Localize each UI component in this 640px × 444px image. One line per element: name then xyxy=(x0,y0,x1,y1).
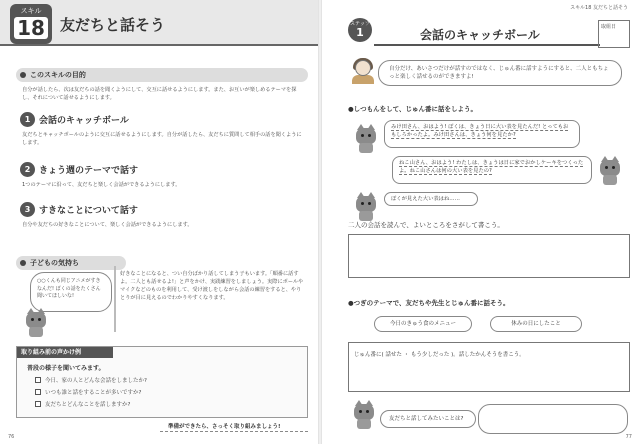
checkbox-icon[interactable] xyxy=(35,401,41,407)
dialog-text-1: みけ田さん、おはよう! ぼくは、きょう日に大い表を見たんだ! とってもおもしろかったよ。みけ田さんは、きょう何を見たか? xyxy=(391,124,569,138)
question-3: ●つぎのテーマで、友だちや先生とじゅん番に話そう。 xyxy=(348,299,510,307)
checkbox-item-3[interactable] xyxy=(35,400,130,408)
step-3-text: 自分や友だちの好きなことについて、楽しく会話ができるようにします。 xyxy=(22,222,193,228)
left-page-number: 76 xyxy=(8,434,15,440)
dialog-bubble-2 xyxy=(392,156,592,184)
skill-number: 18 xyxy=(14,17,48,39)
practice-box xyxy=(16,346,308,418)
step-1-text: 友だちとキャッチボールのように交互に話せるようにします。自分が話したら、友だちに質問して相手の話を聞くようにします。 xyxy=(22,132,302,146)
checkbox-item-1[interactable] xyxy=(35,376,147,384)
advice-text: 好きなことになると、つい自分ばかり話してしまう子もいます。「順番に話すよ。二人とも話せるよ!」と声をかけ、実践練習をしましょう。実際にボールやマイクなどのものを利用して、受け渡しをしながら会話の練習をすると、やりとりが目に見えるのでわかりやすくなります。 xyxy=(120,271,304,301)
page-title: 友だちと話そう xyxy=(60,16,166,34)
dialog-bubble-1 xyxy=(384,120,580,148)
step-3-title: すきなことについて話す xyxy=(39,206,138,216)
step-2-number: 2 xyxy=(20,162,35,177)
checkbox-label: 今日、家の人とどんな会話をしましたか? xyxy=(45,378,147,384)
right-page-number: 77 xyxy=(625,434,632,440)
purpose-heading: このスキルの目的 xyxy=(16,68,308,82)
step-3-number: 3 xyxy=(20,202,35,217)
book-gutter xyxy=(318,0,322,444)
dialog-bubble-3: ぼくが見えた大い表はね…… xyxy=(384,192,478,206)
step-2-text: 1つのテーマに沿って、友だちと楽しく会話ができるようにします。 xyxy=(22,182,181,188)
skill-label: スキル xyxy=(20,7,42,15)
step-number: 1 xyxy=(356,26,364,39)
step-label: ステップ xyxy=(350,21,370,27)
teacher-icon xyxy=(352,58,374,84)
dialog-text-2: ねこ山さん、おはよう! わたしは、きょうは日に家でおかしケーキをつくったよ。ねこ山さんは何の大い表を見たの? xyxy=(399,160,584,174)
running-head: スキル18 友だちと話そう xyxy=(570,5,628,11)
checkbox-icon[interactable] xyxy=(35,389,41,395)
closing-question-bubble: 友だちと話してみたいことは? xyxy=(380,410,476,428)
practice-lead: 普段の様子を聞いてみます。 xyxy=(27,365,105,372)
step-1-number: 1 xyxy=(20,112,35,127)
closing-answer-bubble[interactable] xyxy=(478,404,628,434)
checkbox-item-2[interactable] xyxy=(35,388,141,396)
teacher-speech-bubble: 自分だけ、あいさつだけが話すのではなく、じゅん番に話すようにすると、二人ともちょっと楽しく話せるのができますよ! xyxy=(378,60,622,86)
theme-pill-2: 休みの日にしたこと xyxy=(490,316,582,332)
checkbox-label: 友だちとどんなことを話しますか? xyxy=(45,402,131,408)
question-2: 二人の会話を読んで、よいところをさがして書こう。 xyxy=(348,221,504,229)
ready-divider xyxy=(160,431,308,432)
checkbox-icon[interactable] xyxy=(35,377,41,383)
question-1: ●しつもんをして、じゅん番に話をしよう。 xyxy=(348,105,478,113)
step-1-title: 会話のキャッチボール xyxy=(39,116,129,126)
reflection-prompt: じゅん番に( 話せた ・ もう少しだった )。話したかんそうを書こう。 xyxy=(354,352,525,358)
ready-text: 準備ができたら、さっそく取り組みましょう! xyxy=(168,424,281,430)
purpose-text: 自分が話したら、次は友だちの話を聞くようにして、交互に話せるようにします。また、お互いが楽しめるテーマを探し、それについて話せるようにします。 xyxy=(22,87,297,101)
theme-pill-1: 今日のきゅう食のメニュー xyxy=(374,316,472,332)
step-2-title: きょう週のテーマで話す xyxy=(39,166,139,176)
skill-badge xyxy=(10,4,52,44)
left-header xyxy=(0,0,318,46)
child-feelings-heading: 子どもの気持ち xyxy=(16,256,126,270)
practice-heading: 取り組み前の声かけ例 xyxy=(17,347,113,358)
title-underline xyxy=(374,44,600,46)
step-badge xyxy=(348,18,372,42)
date-box[interactable] xyxy=(598,20,630,48)
checkbox-label: いつも誰と話をすることが多いですか? xyxy=(45,390,142,396)
answer-area-1[interactable] xyxy=(348,234,630,278)
date-label: 取組日 xyxy=(601,24,617,30)
child-speech-bubble: ○○くんも同じアニメがすきなんだ! ぼくの話をたくさん聞いてほしいな! xyxy=(30,272,112,312)
right-page-title: 会話のキャッチボール xyxy=(420,28,540,42)
